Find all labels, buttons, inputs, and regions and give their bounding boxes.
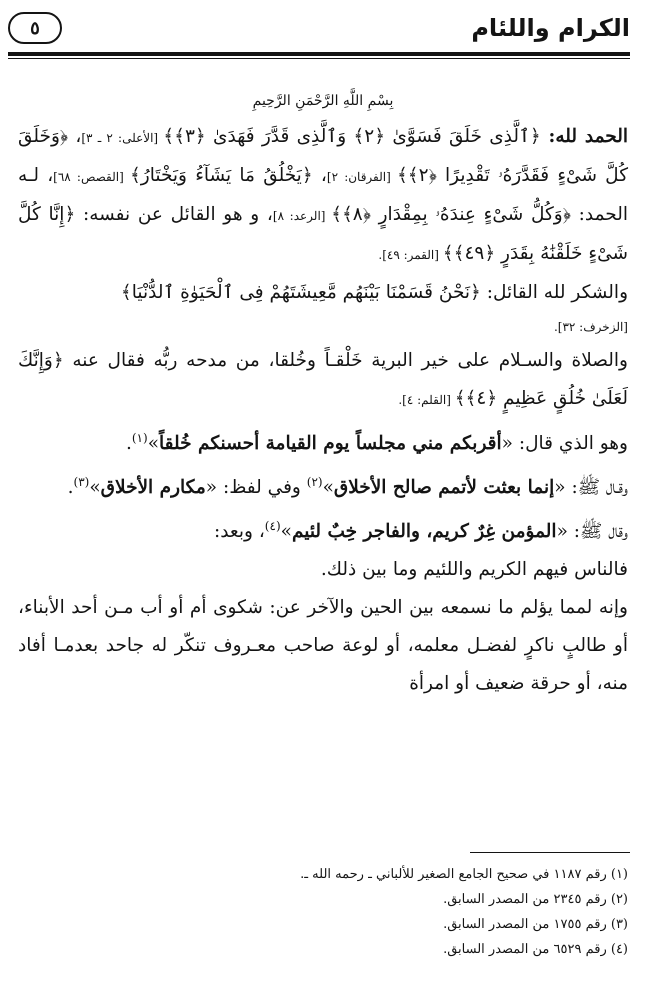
- text-run: ، و هو القائل عن نفسه:: [75, 204, 273, 225]
- verse-source: [الأعلى: ٢ ـ ٣]: [81, 131, 164, 145]
- text-run: الحمد لله:: [540, 126, 628, 147]
- book-title: الكرام واللئام: [471, 14, 630, 42]
- quran-verse: ﴿إِنَّا كُلَّ شَىْءٍ خَلَقْنَٰهُ بِقَدَرٍ ﴿٤٩﴾﴾: [18, 204, 628, 264]
- footnote-ref: (١): [131, 431, 148, 445]
- hadith-text: المؤمن غِرٌ كريم، والفاجر خِبٌ لئيم: [291, 521, 557, 543]
- verse-source: [الزخرف: ٣٢].: [553, 320, 628, 334]
- paragraph-people: فالناس فيهم الكريم واللئيم وما بين ذلك.: [320, 559, 628, 581]
- paragraph-hadith-2: [18, 463, 628, 507]
- footnote: (٣) رقم ١٧٥٥ من المصدر السابق.: [443, 917, 628, 932]
- verse-source: [القمر: ٤٩].: [378, 248, 443, 262]
- text-run: ، وبعد:: [213, 521, 265, 543]
- paragraph-hadith-3: [18, 507, 628, 551]
- footnote-ref: (٣): [73, 475, 90, 490]
- body-text: [18, 90, 628, 703]
- quran-verse: ﴿نَحْنُ قَسَمْنَا بَيْنَهُم مَّعِيشَتَهُمْ فِى ٱلْحَيَوٰةِ ٱلدُّنْيَا﴾: [120, 282, 481, 303]
- text-run: .: [67, 477, 74, 499]
- text-run: وفي لفظ: «: [205, 477, 307, 499]
- paragraph-pain: وإنه لمما يؤلم ما نسمعه بين الحين والآخر عن: شكوى أم أو أب مـن أحد الأبناء، أو طالبٍ ناكرٍ لفضـل معلمه، أو لوعة صاحب معـروف تنكّر له جاحد بعدمـا أفاد منه، أو حرقة ضعيف أو امرأة: [18, 597, 628, 695]
- footnote: (١) رقم ١١٨٧ في صحيح الجامع الصغير للألباني ـ رحمه الله ـ.: [300, 867, 628, 882]
- text-run: وقال ﷺ: «: [556, 521, 628, 543]
- header-rule: [8, 52, 630, 56]
- text-run: »: [89, 477, 101, 499]
- paragraph-blessing: [18, 342, 628, 419]
- text-run: »: [322, 477, 334, 499]
- quran-verse: ﴿ٱلَّذِى خَلَقَ فَسَوَّىٰ ﴿٢﴾ وَٱلَّذِى قَدَّرَ فَهَدَىٰ ﴿٣﴾﴾: [163, 126, 541, 147]
- text-run: »: [147, 433, 160, 455]
- text-run: وقـال ﷺ: «: [554, 477, 628, 499]
- quran-verse: ﴿وَكُلُّ شَىْءٍ عِندَهُۥ بِمِقْدَارٍ ﴿٨﴾﴾: [331, 204, 571, 225]
- text-run: وهو الذي قال: «: [501, 433, 628, 455]
- verse-source: [القصص: ٦٨]: [53, 170, 130, 184]
- hadith-text: أقربكم مني مجلساً يوم القيامة أحسنكم خُلقاً: [159, 433, 502, 455]
- text-run: والشكر لله القائل:: [480, 282, 628, 303]
- text-run: ، لـه الحمد:: [18, 165, 628, 225]
- paragraph-praise: [18, 118, 628, 274]
- footnote: (٢) رقم ٢٣٤٥ من المصدر السابق.: [443, 892, 628, 907]
- text-run: ،: [312, 165, 327, 186]
- basmala: بِسْمِ اللَّهِ الرَّحْمَنِ الرَّحِيمِ: [252, 93, 394, 109]
- footnotes: [18, 862, 628, 962]
- verse-source: [الفرقان: ٢]: [326, 170, 397, 184]
- header-rule-thin: [8, 58, 630, 59]
- footnote-ref: (٤): [264, 519, 281, 534]
- text-run: ،: [68, 126, 82, 147]
- footnote: (٤) رقم ٦٥٢٩ من المصدر السابق.: [443, 942, 628, 957]
- page-number: ٥: [8, 12, 62, 44]
- quran-verse: ﴿وَإِنَّكَ لَعَلَىٰ خُلُقٍ عَظِيمٍ ﴿٤﴾﴾: [18, 350, 628, 409]
- quran-verse: ﴿وَخَلَقَ كُلَّ شَىْءٍ فَقَدَّرَهُۥ تَقْدِيرًا ﴿٢﴾﴾: [18, 126, 628, 186]
- footnote-ref: (٢): [306, 475, 323, 490]
- text-run: »: [280, 521, 292, 543]
- verse-source: [القلم: ٤].: [398, 393, 455, 407]
- text-run: .: [125, 433, 132, 455]
- verse-source: [الرعد: ٨]: [272, 209, 332, 223]
- text-run: والصلاة والسـلام على خير البرية خَلْقـاً وخُلقا، من مدحه ربُّه فقال عنه: [63, 350, 628, 371]
- hadith-text: مكارم الأخلاق: [100, 477, 206, 499]
- paragraph-thanks: [18, 274, 628, 312]
- quran-verse: ﴿يَخْلُقُ مَا يَشَآءُ وَيَخْتَارُ﴾: [129, 165, 313, 186]
- paragraph-hadith-1: [18, 419, 628, 463]
- footnote-rule: [470, 852, 630, 853]
- page-header: [8, 8, 630, 48]
- hadith-text: إنما بعثت لأتمم صالح الأخلاق: [333, 477, 555, 499]
